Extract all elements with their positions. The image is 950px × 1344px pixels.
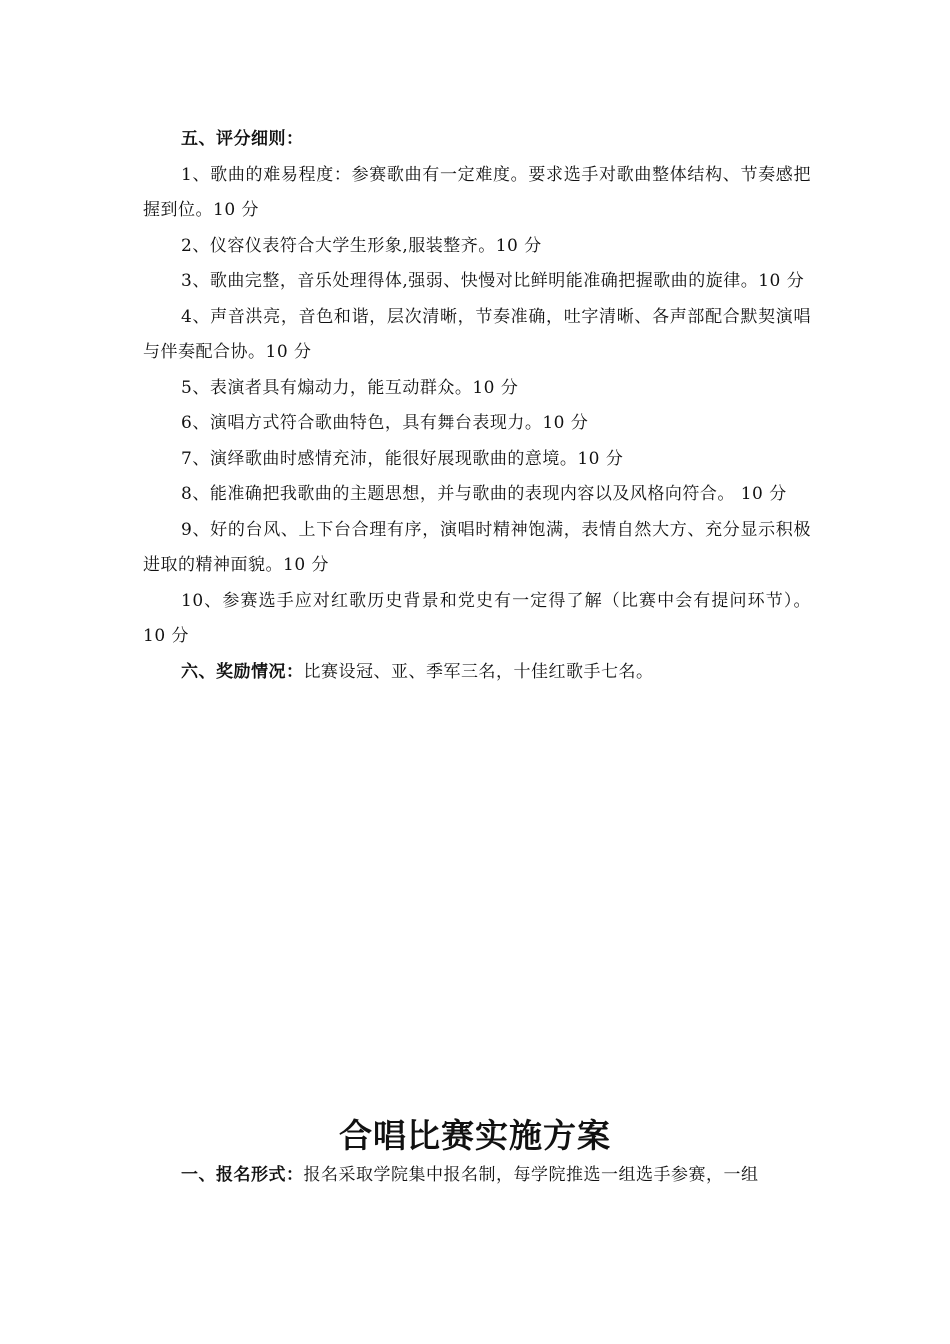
- scoring-item-1: 1、歌曲的难易程度：参赛歌曲有一定难度。要求选手对歌曲整体结构、节奏感把握到位。10 分: [143, 164, 811, 220]
- awards-label: 六、奖励情况：: [181, 661, 304, 682]
- registration-label: 一、报名形式：: [181, 1165, 304, 1185]
- scoring-item-8: 8、能准确把我歌曲的主题思想，并与歌曲的表现内容以及风格向符合。 10 分: [181, 484, 787, 504]
- scoring-item-3: 3、歌曲完整，音乐处理得体,强弱、快慢对比鲜明能准确把握歌曲的旋律。10 分: [181, 271, 805, 291]
- awards-text: 比赛设冠、亚、季军三名，十佳红歌手七名。: [303, 661, 654, 682]
- awards-paragraph: [143, 655, 811, 691]
- scoring-section: [143, 122, 811, 690]
- registration-text: 报名采取学院集中报名制，每学院推选一组选手参赛，一组: [303, 1165, 759, 1185]
- scoring-item-9: 9、好的台风、上下台合理有序，演唱时精神饱满，表情自然大方、充分显示积极进取的精神面貌。10 分: [143, 519, 811, 575]
- scoring-item-2: 2、仪容仪表符合大学生形象,服装整齐。10 分: [181, 235, 542, 256]
- registration-paragraph: [143, 1158, 811, 1194]
- plan-title: 合唱比赛实施方案: [339, 1116, 611, 1155]
- plan-section: [143, 1158, 811, 1194]
- scoring-heading: 五、评分细则：: [181, 129, 304, 149]
- scoring-item-4: 4、声音洪亮，音色和谐，层次清晰，节奏准确，吐字清晰、各声部配合默契演唱与伴奏配合协。10 分: [143, 306, 811, 362]
- scoring-item-7: 7、演绎歌曲时感情充沛，能很好展现歌曲的意境。10 分: [181, 448, 624, 469]
- scoring-item-5: 5、表演者具有煽动力，能互动群众。10 分: [181, 377, 519, 398]
- scoring-item-10: 10、参赛选手应对红歌历史背景和党史有一定得了解（比赛中会有提问环节）。10 分: [143, 590, 811, 646]
- scoring-item-6: 6、演唱方式符合歌曲特色，具有舞台表现力。10 分: [181, 413, 589, 433]
